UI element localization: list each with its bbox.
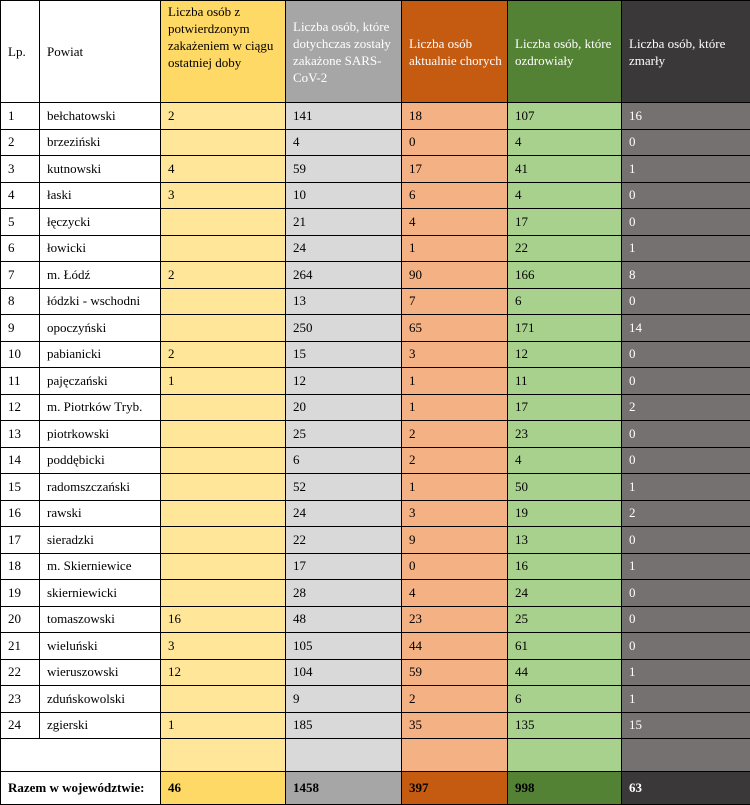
cell-deaths: 0 — [622, 288, 750, 315]
cell-new-cases: 16 — [161, 606, 286, 633]
cell-active: 6 — [402, 182, 508, 209]
cell-recovered: 50 — [508, 474, 622, 501]
cell-active: 4 — [402, 209, 508, 236]
cell-deaths: 1 — [622, 235, 750, 262]
cell-recovered: 19 — [508, 500, 622, 527]
cell-recovered: 61 — [508, 633, 622, 660]
cell-lp: 3 — [1, 156, 40, 183]
cell-total-cases: 59 — [286, 156, 402, 183]
table-row — [1, 659, 750, 686]
cell-deaths: 0 — [622, 606, 750, 633]
cell-lp: 12 — [1, 394, 40, 421]
cell-total-cases: 24 — [286, 500, 402, 527]
cell-total-cases: 104 — [286, 659, 402, 686]
table-row — [1, 474, 750, 501]
cell-active: 59 — [402, 659, 508, 686]
cell-new-cases — [161, 315, 286, 342]
cell-lp: 11 — [1, 368, 40, 395]
cell-recovered: 23 — [508, 421, 622, 448]
table-row — [1, 527, 750, 554]
cell-new-cases: 12 — [161, 659, 286, 686]
cell-total-cases: 15 — [286, 341, 402, 368]
cell-deaths: 0 — [622, 527, 750, 554]
table-row — [1, 235, 750, 262]
cell-powiat: sieradzki — [40, 527, 161, 554]
totals-deaths: 63 — [622, 772, 750, 805]
table-body — [1, 103, 750, 739]
totals-active: 397 — [402, 772, 508, 805]
cell-lp: 24 — [1, 712, 40, 739]
table-row — [1, 262, 750, 289]
cell-lp: 20 — [1, 606, 40, 633]
table-row — [1, 368, 750, 395]
table-row — [1, 129, 750, 156]
cell-active: 2 — [402, 421, 508, 448]
cell-powiat: skierniewicki — [40, 580, 161, 607]
cell-new-cases: 3 — [161, 182, 286, 209]
cell-recovered: 6 — [508, 288, 622, 315]
cell-lp: 13 — [1, 421, 40, 448]
cell-powiat: opoczyński — [40, 315, 161, 342]
cell-new-cases — [161, 686, 286, 713]
table-row — [1, 182, 750, 209]
cell-active: 4 — [402, 580, 508, 607]
cell-total-cases: 24 — [286, 235, 402, 262]
table-row — [1, 209, 750, 236]
totals-total-cases: 1458 — [286, 772, 402, 805]
cell-lp: 2 — [1, 129, 40, 156]
cell-total-cases: 141 — [286, 103, 402, 130]
cell-active: 1 — [402, 235, 508, 262]
header-total-cases: Liczba osób, które dotychczas zostały zakażone SARS-CoV-2 — [286, 1, 402, 103]
header-new-cases: Liczba osób z potwierdzonym zakażeniem w ciągu ostatniej doby — [161, 1, 286, 103]
cell-active: 1 — [402, 368, 508, 395]
cell-deaths: 15 — [622, 712, 750, 739]
cell-total-cases: 20 — [286, 394, 402, 421]
cell-powiat: łaski — [40, 182, 161, 209]
cell-active: 1 — [402, 474, 508, 501]
cell-recovered: 166 — [508, 262, 622, 289]
cell-deaths: 0 — [622, 182, 750, 209]
cell-lp: 21 — [1, 633, 40, 660]
cell-active: 0 — [402, 129, 508, 156]
cell-powiat: pabianicki — [40, 341, 161, 368]
header-lp: Lp. — [1, 1, 40, 103]
cell-deaths: 16 — [622, 103, 750, 130]
cell-lp: 6 — [1, 235, 40, 262]
cell-deaths: 0 — [622, 209, 750, 236]
cell-active: 44 — [402, 633, 508, 660]
cell-lp: 7 — [1, 262, 40, 289]
cell-total-cases: 185 — [286, 712, 402, 739]
cell-lp: 15 — [1, 474, 40, 501]
cell-powiat: m. Piotrków Tryb. — [40, 394, 161, 421]
cell-total-cases: 52 — [286, 474, 402, 501]
cell-recovered: 13 — [508, 527, 622, 554]
cell-recovered: 107 — [508, 103, 622, 130]
cell-active: 0 — [402, 553, 508, 580]
cell-total-cases: 10 — [286, 182, 402, 209]
cell-total-cases: 4 — [286, 129, 402, 156]
table-row — [1, 500, 750, 527]
cell-deaths: 0 — [622, 447, 750, 474]
cell-recovered: 25 — [508, 606, 622, 633]
table-row — [1, 394, 750, 421]
cell-powiat: m. Skierniewice — [40, 553, 161, 580]
table-row — [1, 156, 750, 183]
cell-total-cases: 22 — [286, 527, 402, 554]
table-row — [1, 606, 750, 633]
cell-new-cases — [161, 527, 286, 554]
cell-deaths: 1 — [622, 474, 750, 501]
cell-powiat: łęczycki — [40, 209, 161, 236]
cell-active: 65 — [402, 315, 508, 342]
table-row — [1, 103, 750, 130]
header-deaths: Liczba osób, które zmarły — [622, 1, 750, 103]
cell-lp: 4 — [1, 182, 40, 209]
table-row — [1, 421, 750, 448]
cell-total-cases: 28 — [286, 580, 402, 607]
cell-recovered: 22 — [508, 235, 622, 262]
cell-new-cases — [161, 209, 286, 236]
table-row — [1, 712, 750, 739]
totals-row — [1, 772, 750, 805]
cell-lp: 16 — [1, 500, 40, 527]
cell-active: 3 — [402, 341, 508, 368]
spacer-cell — [161, 739, 286, 772]
cell-deaths: 1 — [622, 659, 750, 686]
cell-powiat: piotrkowski — [40, 421, 161, 448]
cell-new-cases — [161, 447, 286, 474]
cell-powiat: poddębicki — [40, 447, 161, 474]
cell-lp: 1 — [1, 103, 40, 130]
spacer-cell — [40, 739, 161, 772]
cell-powiat: kutnowski — [40, 156, 161, 183]
cell-total-cases: 48 — [286, 606, 402, 633]
cell-lp: 22 — [1, 659, 40, 686]
cell-recovered: 135 — [508, 712, 622, 739]
table-row — [1, 633, 750, 660]
cell-new-cases — [161, 553, 286, 580]
cell-new-cases: 2 — [161, 262, 286, 289]
cell-powiat: zduńskowolski — [40, 686, 161, 713]
totals-recovered: 998 — [508, 772, 622, 805]
cell-active: 90 — [402, 262, 508, 289]
cell-new-cases — [161, 421, 286, 448]
cell-new-cases — [161, 394, 286, 421]
cell-total-cases: 21 — [286, 209, 402, 236]
totals-label: Razem w województwie: — [1, 772, 161, 805]
cell-deaths: 1 — [622, 686, 750, 713]
cell-new-cases — [161, 474, 286, 501]
cell-powiat: zgierski — [40, 712, 161, 739]
cell-recovered: 44 — [508, 659, 622, 686]
cell-new-cases: 1 — [161, 368, 286, 395]
cell-total-cases: 264 — [286, 262, 402, 289]
spacer-cell — [622, 739, 750, 772]
header-powiat: Powiat — [40, 1, 161, 103]
cell-total-cases: 6 — [286, 447, 402, 474]
cell-active: 9 — [402, 527, 508, 554]
totals-new-cases: 46 — [161, 772, 286, 805]
table-row — [1, 315, 750, 342]
cell-active: 7 — [402, 288, 508, 315]
table-row — [1, 288, 750, 315]
cell-total-cases: 17 — [286, 553, 402, 580]
cell-deaths: 2 — [622, 500, 750, 527]
cell-powiat: pajęczański — [40, 368, 161, 395]
spacer-row — [1, 739, 750, 772]
cell-deaths: 0 — [622, 421, 750, 448]
cell-recovered: 17 — [508, 209, 622, 236]
cell-recovered: 24 — [508, 580, 622, 607]
cell-recovered: 41 — [508, 156, 622, 183]
cell-deaths: 0 — [622, 633, 750, 660]
cell-new-cases: 3 — [161, 633, 286, 660]
spacer-cell — [402, 739, 508, 772]
cell-powiat: brzeziński — [40, 129, 161, 156]
cell-recovered: 4 — [508, 129, 622, 156]
cell-active: 17 — [402, 156, 508, 183]
cell-new-cases: 1 — [161, 712, 286, 739]
cell-recovered: 12 — [508, 341, 622, 368]
cell-deaths: 8 — [622, 262, 750, 289]
cell-deaths: 0 — [622, 368, 750, 395]
cell-recovered: 171 — [508, 315, 622, 342]
table-row — [1, 553, 750, 580]
cell-active: 23 — [402, 606, 508, 633]
cell-recovered: 11 — [508, 368, 622, 395]
spacer-cell — [508, 739, 622, 772]
cell-deaths: 0 — [622, 341, 750, 368]
cell-active: 2 — [402, 686, 508, 713]
cell-lp: 14 — [1, 447, 40, 474]
cell-deaths: 0 — [622, 129, 750, 156]
cell-powiat: m. Łódź — [40, 262, 161, 289]
header-row — [1, 1, 750, 103]
cell-powiat: tomaszowski — [40, 606, 161, 633]
cell-new-cases — [161, 500, 286, 527]
cell-total-cases: 13 — [286, 288, 402, 315]
cell-recovered: 17 — [508, 394, 622, 421]
cell-new-cases: 2 — [161, 341, 286, 368]
cell-powiat: bełchatowski — [40, 103, 161, 130]
cell-powiat: łowicki — [40, 235, 161, 262]
header-active: Liczba osób aktualnie chorych — [402, 1, 508, 103]
cell-active: 35 — [402, 712, 508, 739]
cell-new-cases — [161, 129, 286, 156]
cell-new-cases — [161, 288, 286, 315]
cell-total-cases: 12 — [286, 368, 402, 395]
cell-lp: 5 — [1, 209, 40, 236]
cell-powiat: rawski — [40, 500, 161, 527]
cell-recovered: 6 — [508, 686, 622, 713]
cell-lp: 23 — [1, 686, 40, 713]
cell-total-cases: 25 — [286, 421, 402, 448]
cell-recovered: 4 — [508, 182, 622, 209]
cell-new-cases: 4 — [161, 156, 286, 183]
table-row — [1, 341, 750, 368]
cell-active: 2 — [402, 447, 508, 474]
table-row — [1, 686, 750, 713]
cell-active: 3 — [402, 500, 508, 527]
cell-recovered: 4 — [508, 447, 622, 474]
cell-active: 18 — [402, 103, 508, 130]
cell-new-cases — [161, 235, 286, 262]
spacer-cell — [1, 739, 40, 772]
cell-deaths: 1 — [622, 156, 750, 183]
header-recovered: Liczba osób, które ozdrowiały — [508, 1, 622, 103]
spacer-cell — [286, 739, 402, 772]
cell-new-cases — [161, 580, 286, 607]
cell-deaths: 2 — [622, 394, 750, 421]
cell-total-cases: 250 — [286, 315, 402, 342]
cell-lp: 10 — [1, 341, 40, 368]
cell-deaths: 0 — [622, 580, 750, 607]
table-row — [1, 447, 750, 474]
cell-lp: 9 — [1, 315, 40, 342]
cell-new-cases: 2 — [161, 103, 286, 130]
cell-lp: 17 — [1, 527, 40, 554]
cell-deaths: 14 — [622, 315, 750, 342]
cell-lp: 18 — [1, 553, 40, 580]
cell-recovered: 16 — [508, 553, 622, 580]
cell-lp: 8 — [1, 288, 40, 315]
cell-powiat: wieruszowski — [40, 659, 161, 686]
cell-powiat: wieluński — [40, 633, 161, 660]
cell-powiat: łódzki - wschodni — [40, 288, 161, 315]
cell-total-cases: 9 — [286, 686, 402, 713]
cell-total-cases: 105 — [286, 633, 402, 660]
cell-active: 1 — [402, 394, 508, 421]
cell-lp: 19 — [1, 580, 40, 607]
cell-deaths: 1 — [622, 553, 750, 580]
cell-powiat: radomszczański — [40, 474, 161, 501]
table-row — [1, 580, 750, 607]
